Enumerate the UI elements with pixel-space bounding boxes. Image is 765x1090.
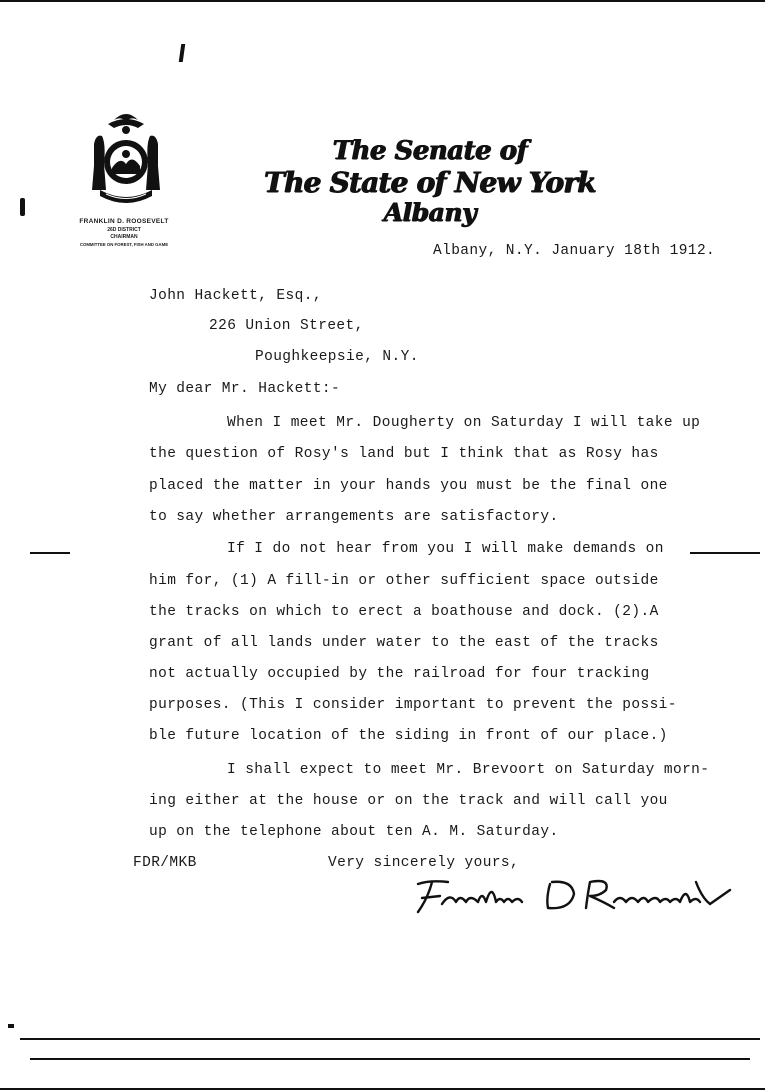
body-line: If I do not hear from you I will make demands on [227, 541, 664, 557]
letterhead-title-line-1: The Senate of [332, 136, 528, 166]
scan-line [690, 552, 760, 554]
scan-mark [20, 198, 25, 216]
typist-initials: FDR/MKB [133, 855, 197, 871]
body-line: to say whether arrangements are satisfactory. [149, 509, 559, 525]
letterhead-title-line-2: The State of New York [264, 166, 596, 199]
address-line-city: Poughkeepsie, N.Y. [255, 349, 419, 365]
body-line: the tracks on which to erect a boathouse and dock. (2).A [149, 604, 659, 620]
address-line-street: 226 Union Street, [209, 318, 364, 334]
body-line: I shall expect to meet Mr. Brevoort on Saturday morn- [227, 762, 710, 778]
letterhead-title-line-3: Albany [383, 198, 477, 227]
body-line: not actually occupied by the railroad for four tracking [149, 666, 650, 682]
top-edge [0, 0, 765, 2]
scan-mark [8, 1024, 14, 1028]
body-line: purposes. (This I consider important to prevent the possi- [149, 697, 677, 713]
closing: Very sincerely yours, [328, 855, 520, 871]
dateline: Albany, N.Y. January 18th 1912. [433, 243, 716, 259]
body-line: ble future location of the siding in front of our place.) [149, 728, 668, 744]
senate-district: 26D DISTRICT [107, 227, 141, 233]
body-line: ing either at the house or on the track and will call you [149, 793, 668, 809]
body-line: grant of all lands under water to the east of the tracks [149, 635, 659, 651]
scan-line [20, 1038, 760, 1040]
body-line: When I meet Mr. Dougherty on Saturday I will take up [227, 415, 701, 431]
committee-name: COMMITTEE ON FOREST, FISH AND GAME [79, 242, 169, 247]
scan-line [30, 1058, 750, 1060]
senator-role: CHAIRMAN [110, 234, 138, 240]
handwritten-signature [400, 868, 740, 924]
senator-name: FRANKLIN D. ROOSEVELT [79, 218, 169, 225]
salutation: My dear Mr. Hackett:- [149, 381, 341, 397]
scan-mark [179, 44, 186, 62]
body-line: him for, (1) A fill-in or other sufficient space outside [149, 573, 659, 589]
body-line: placed the matter in your hands you must be the final one [149, 478, 668, 494]
body-line: up on the telephone about ten A. M. Saturday. [149, 824, 559, 840]
body-line: the question of Rosy's land but I think that as Rosy has [149, 446, 659, 462]
address-line-name: John Hackett, Esq., [149, 288, 322, 304]
scan-line [30, 552, 70, 554]
new-york-state-seal-icon [86, 104, 166, 214]
